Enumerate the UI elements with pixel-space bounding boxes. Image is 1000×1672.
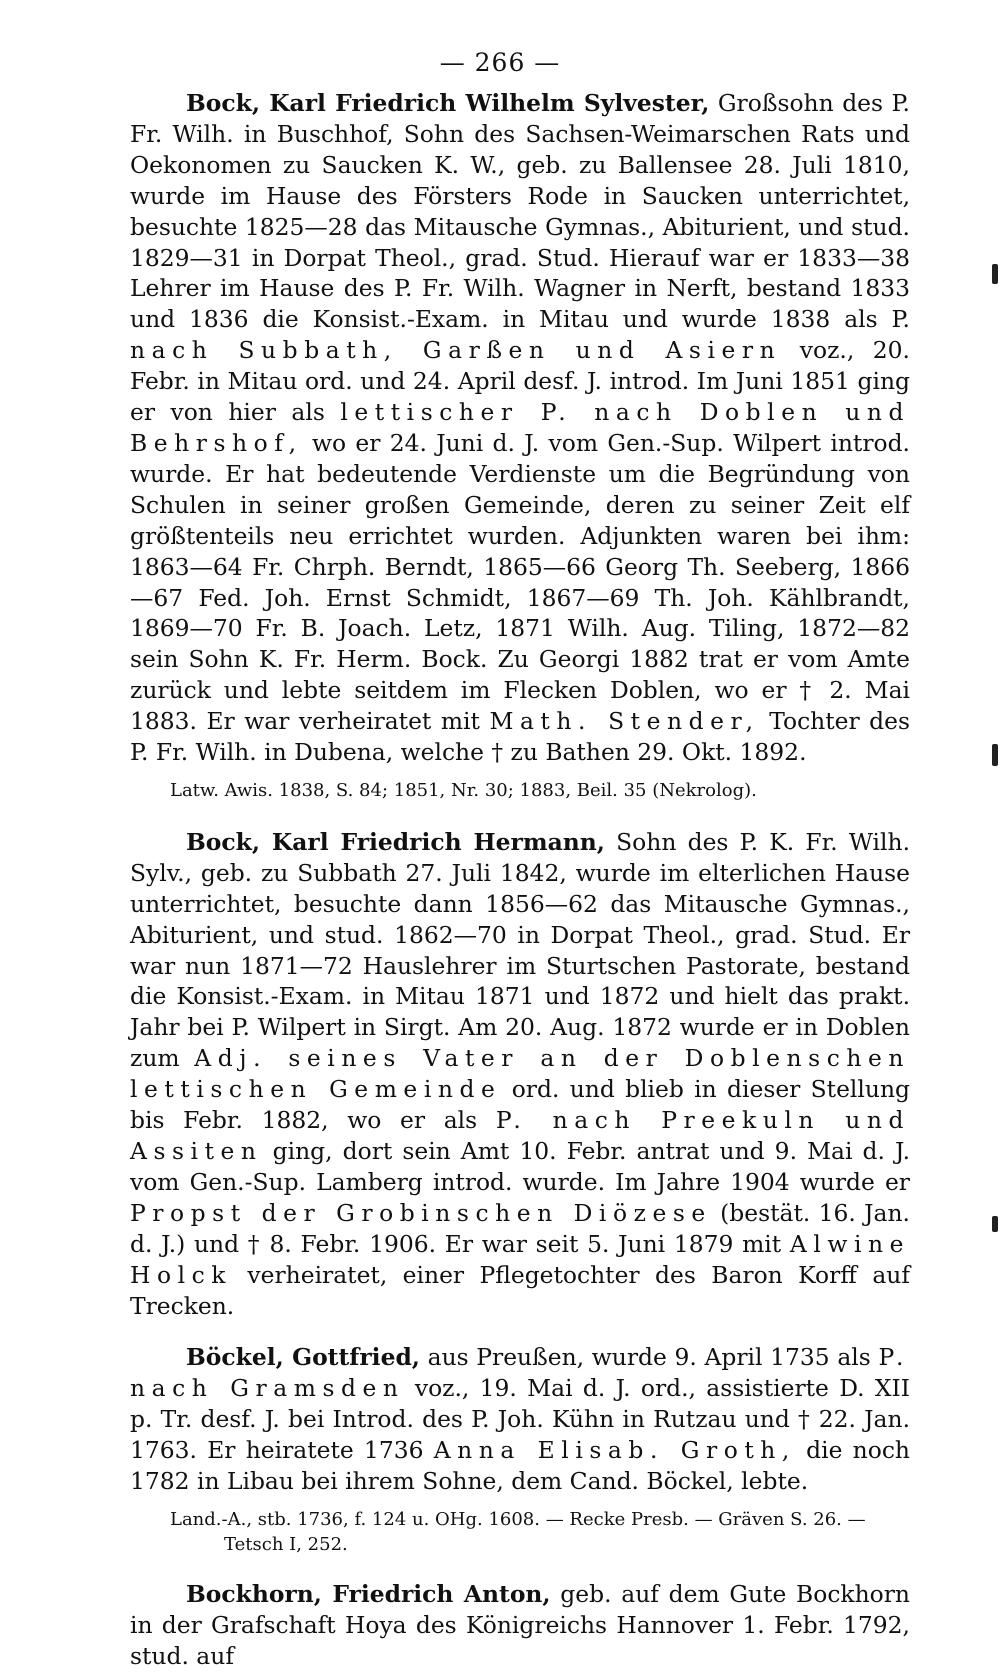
entry-text: ging, dort sein Amt 10. Febr. antrat und 9. Mai d. J. vom Gen.-Sup. Lamberg introd. wurde. Im Jahre 1904 wurde er: [130, 1137, 910, 1196]
entry-text: Tochter des P. Fr. Wilh. in Dubena, welche † zu Bathen 29. Okt. 1892.: [130, 707, 911, 767]
entry-spaced-text: Adj. seines Vater an der Doblenschen lettischen Gemeinde: [130, 1044, 910, 1104]
margin-mark: [992, 1216, 998, 1232]
entry-text: Sohn des P. K. Fr. Wilh. Sylv., geb. zu Subbath 27. Juli 1842, wurde im elterlichen Hause unterrichtet, besuchte dann 1856—62 das Mitausche Gymnas., Abiturient, und stud. 1862—70 in Dorpat Theol., grad. Stud. Er war nun 1871—72 Hauslehrer im Sturtschen Pastorate, bestand die Konsist.-Exam. in Mitau 1871 und 1872 und hielt das prakt. Jahr bei P. Wilpert in Sirgt. Am 20. Aug. 1872 wurde er in Doblen zum: [130, 827, 911, 1073]
entry-spaced-text: Alwine Holck: [130, 1229, 910, 1289]
entry-bockhorn-friedrich-anton: [130, 1579, 910, 1672]
entry-bock-karl-friedrich-wilhelm: [130, 88, 910, 768]
entry-spaced-text: Math. Stender,: [489, 707, 760, 736]
entry-text: wo er 24. Juni d. J. vom Gen.-Sup. Wilpert introd. wurde. Er hat bedeutende Verdienste um die Begründung von Schulen in seiner großen Gemeinde, deren zu seiner Zeit elf größtenteils neu errichtet wurden. Adjunkten waren bei ihm: 1863—64 Fr. Chrph. Berndt, 1865—66 Georg Th. Seeberg, 1866—67 Fed. Joh. Ernst Schmidt, 1867—69 Th. Joh. Kählbrandt, 1869—70 Fr. B. Joach. Letz, 1871 Wilh. Aug. Tiling, 1872—82 sein Sohn K. Fr. Herm. Bock. Zu Georgi 1882 trat er vom Amte zurück und lebte seitdem im Flecken Doblen, wo er † 2. Mai 1883. Er war verheiratet mit: [130, 428, 910, 736]
entry-spaced-text: lettischer P. nach Doblen und Behrshof,: [130, 398, 910, 457]
entry-text: geb. auf dem Gute Bockhorn in der Grafschaft Hoya des Königreichs Hannover 1. Febr. 1792, stud. auf: [130, 1579, 910, 1670]
entry-name: Bockhorn, Friedrich Anton,: [186, 1579, 551, 1608]
entry-text: ord. und blieb in dieser Stellung bis Febr. 1882, wo er als: [130, 1075, 910, 1135]
margin-mark: [992, 264, 998, 284]
entry-text: die noch 1782 in Libau bei ihrem Sohne, dem Cand. Böckel, lebte.: [130, 1436, 910, 1496]
entry-name: Böckel, Gottfried,: [186, 1343, 420, 1372]
entry-text: (bestät. 16. Jan. d. J.) und † 8. Febr. 1906. Er war seit 5. Juni 1879 mit: [130, 1198, 910, 1258]
entry-spaced-text: Anna Elisab. Groth,: [433, 1436, 796, 1465]
margin-mark: [992, 744, 998, 766]
entry-text: aus Preußen, wurde 9. April 1735 als: [419, 1343, 879, 1372]
entry-bock-karl-friedrich-hermann: [130, 827, 910, 1322]
text-column: [130, 88, 910, 1672]
entry-name: Bock, Karl Friedrich Wilhelm Sylvester,: [186, 89, 710, 117]
entry-boeckel-gottfried: [130, 1342, 910, 1497]
entry-spaced-text: nach Subbath, Garßen und Asiern: [130, 336, 782, 365]
page-number: — 266 —: [439, 48, 561, 77]
entry-name: Bock, Karl Friedrich Hermann,: [186, 827, 605, 856]
entry-spaced-text: Propst der Grobinschen Diözese: [130, 1198, 712, 1227]
entry-source: Land.-A., stb. 1736, f. 124 u. OHg. 1608. — Recke Presb. — Gräven S. 26. — Tetsch I, 252.: [170, 1508, 866, 1555]
entry-source: Latw. Awis. 1838, S. 84; 1851, Nr. 30; 1883, Beil. 35 (Nekrolog).: [170, 779, 757, 801]
entry-text: verheiratet, einer Pflegetochter des Baron Korff auf Trecken.: [130, 1260, 910, 1320]
entry-spaced-text: P. nach Preekuln und Assiten: [130, 1106, 910, 1165]
entry-text: Großsohn des P. Fr. Wilh. in Buschhof, Sohn des Sachsen-Weimarschen Rats und Oekonomen zu Saucken K. W., geb. zu Ballensee 28. Juli 1810, wurde im Hause des Försters Rode in Saucken unterrichtet, besuchte 1825—28 das Mitausche Gymnas., Abiturient, und stud. 1829—31 in Dorpat Theol., grad. Stud. Hierauf war er 1833—38 Lehrer im Hause des P. Fr. Wilh. Wagner in Nerft, bestand 1833 und 1836 die Konsist.-Exam. in Mitau und wurde 1838 als P.: [130, 89, 910, 334]
entry-text: voz., 19. Mai d. J. ord., assistierte D. XII p. Tr. desf. J. bei Introd. des P. Joh. Kühn in Rutzau und † 22. Jan. 1763. Er heiratete 1736: [130, 1374, 910, 1465]
entry-spaced-text: P. nach Gramsden: [130, 1343, 911, 1403]
entry-text: voz., 20. Febr. in Mitau ord. und 24. April desf. J. introd. Im Juni 1851 ging er von hier als: [130, 336, 910, 427]
